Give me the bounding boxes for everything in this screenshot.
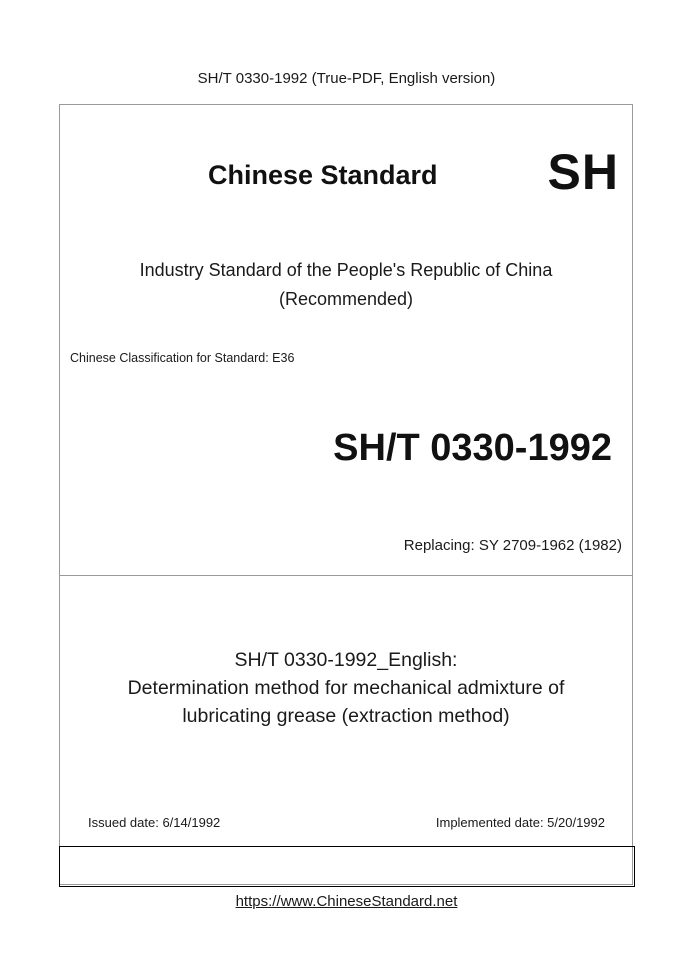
title-section [60,576,632,847]
standard-code: SH/T 0330-1992 [333,427,612,469]
document-caption: SH/T 0330-1992 (True-PDF, English version) [197,70,496,87]
industry-standard-line: Industry Standard of the People's Republic of China [139,260,553,280]
recommended-line: (Recommended) [278,289,414,309]
document-title-code: SH/T 0330-1992_English: [234,649,458,671]
industry-mark: SH [547,144,619,200]
cover-header-section [60,105,632,576]
replacing-note: Replacing: SY 2709-1962 (1982) [403,537,622,554]
issued-date: Issued date: 6/14/1992 [88,815,221,830]
document-title-line: lubricating grease (extraction method) [182,705,510,727]
footer [0,893,693,910]
cover-frame [59,104,633,885]
document-title-line: Determination method for mechanical admixture of [127,677,565,699]
cover-heading: Chinese Standard [208,160,438,190]
classification-label: Chinese Classification for Standard: E36 [70,351,295,365]
implemented-date: Implemented date: 5/20/1992 [435,815,605,830]
website-link[interactable]: https://www.ChineseStandard.net [235,893,458,910]
bottom-bar [59,846,635,887]
